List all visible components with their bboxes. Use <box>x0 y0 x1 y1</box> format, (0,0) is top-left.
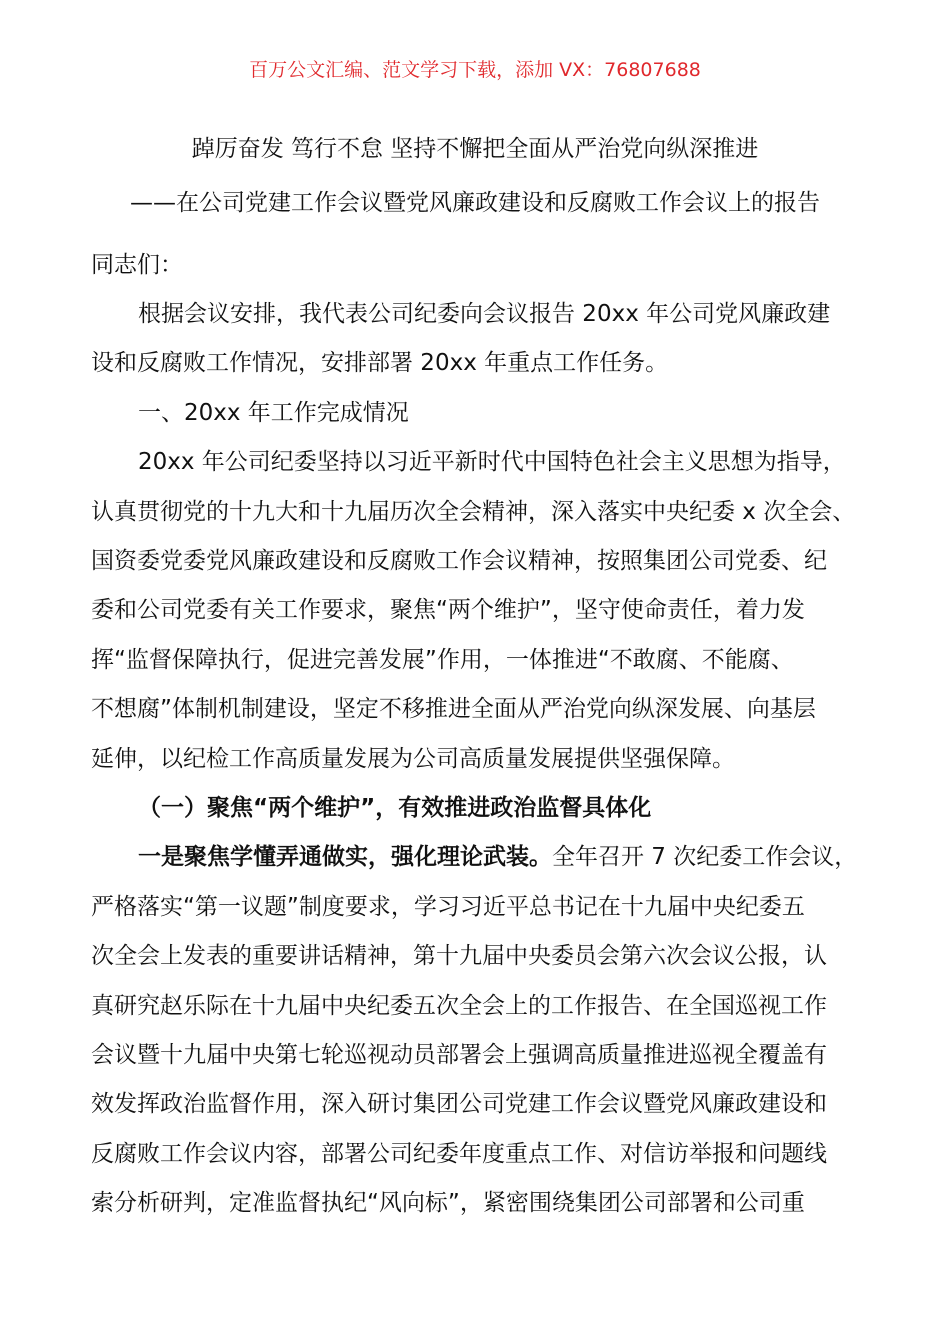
paragraph-line: 反腐败工作会议内容，部署公司纪委年度重点工作、对信访举报和问题线 <box>91 1141 827 1167</box>
paragraph-line: 会议暨十九届中央第七轮巡视动员部署会上强调高质量推进巡视全覆盖有 <box>91 1042 827 1068</box>
paragraph-line: 挥“监督保障执行，促进完善发展”作用，一体推进“不敢腐、不能腐、 <box>91 647 794 673</box>
paragraph-line: 严格落实“第一议题”制度要求，学习习近平总书记在十九届中央纪委五 <box>91 894 805 920</box>
paragraph-line: 不想腐”体制机制建设，坚定不移推进全面从严治党向纵深发展、向基层 <box>91 696 816 722</box>
paragraph-line: 索分析研判，定准监督执纪“风向标”，紧密围绕集团公司部署和公司重 <box>91 1190 805 1216</box>
paragraph-line: 20xx 年公司纪委坚持以习近平新时代中国特色社会主义思想为指导， <box>138 449 846 475</box>
section-heading: （一）聚焦“两个维护”，有效推进政治监督具体化 <box>138 795 652 821</box>
paragraph-line: 认真贯彻党的十九大和十九届历次全会精神，深入落实中央纪委 x 次全会、 <box>91 499 856 525</box>
paragraph-line: 国资委党委党风廉政建设和反腐败工作会议精神，按照集团公司党委、纪 <box>91 548 827 574</box>
paragraph-line <box>138 842 857 872</box>
paragraph-line: 根据会议安排，我代表公司纪委向会议报告 20xx 年公司党风廉政建 <box>138 301 831 327</box>
bold-lead: 一是聚焦学懂弄通做实，强化理论武装。 <box>138 844 552 870</box>
salutation: 同志们： <box>91 252 183 278</box>
document-subtitle: ——在公司党建工作会议暨党风廉政建设和反腐败工作会议上的报告 <box>130 190 820 216</box>
paragraph-line: 设和反腐败工作情况，安排部署 20xx 年重点工作任务。 <box>91 350 669 376</box>
paragraph-line: 次全会上发表的重要讲话精神，第十九届中央委员会第六次会议公报，认 <box>91 943 827 969</box>
document-title: 踔厉奋发 笃行不怠 坚持不懈把全面从严治党向纵深推进 <box>191 136 759 162</box>
paragraph-text: 全年召开 7 次纪委工作会议， <box>552 844 858 870</box>
paragraph-line: 一、20xx 年工作完成情况 <box>138 400 409 426</box>
paragraph-line: 效发挥政治监督作用，深入研讨集团公司党建工作会议暨党风廉政建设和 <box>91 1091 827 1117</box>
paragraph-line: 委和公司党委有关工作要求，聚焦“两个维护”，坚守使命责任，着力发 <box>91 597 805 623</box>
paragraph-line: 延伸，以纪检工作高质量发展为公司高质量发展提供坚强保障。 <box>91 746 735 772</box>
watermark-banner: 百万公文汇编、范文学习下载，添加 VX：76807688 <box>249 59 701 81</box>
paragraph-line: 真研究赵乐际在十九届中央纪委五次全会上的工作报告、在全国巡视工作 <box>91 993 827 1019</box>
